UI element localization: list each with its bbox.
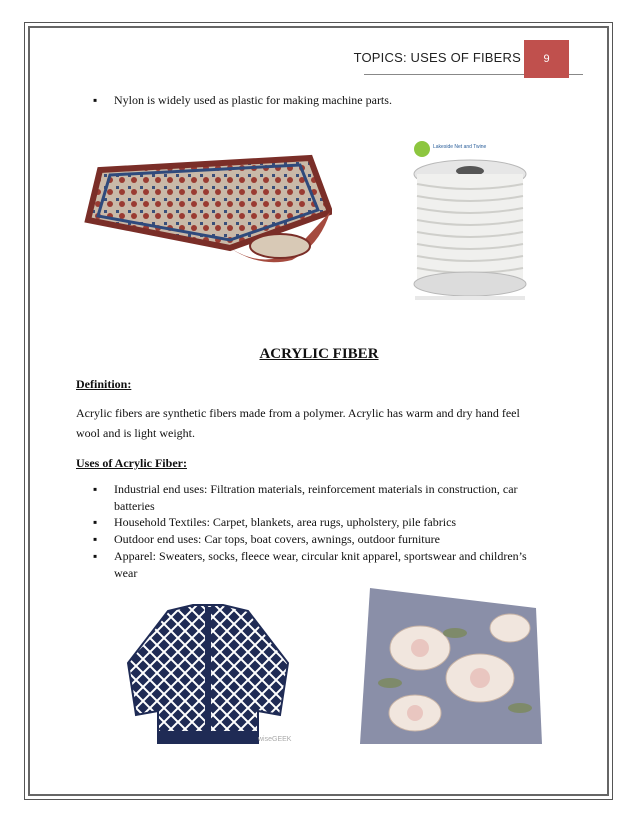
page-number-badge: 9 <box>524 40 569 78</box>
use-item-text: wear <box>114 566 138 580</box>
header-title: TOPICS: USES OF FIBERS <box>353 50 521 65</box>
rug-image <box>80 150 332 270</box>
use-item-text: Industrial end uses: Filtration materials, reinforcement materials in construction, car <box>114 482 518 496</box>
floral-rug-image <box>360 588 542 744</box>
definition-text-line1: Acrylic fibers are synthetic fibers made from a polymer. Acrylic has warm and dry hand feel <box>76 406 520 420</box>
sweater-image <box>108 603 308 748</box>
use-item-outdoor <box>114 531 539 548</box>
uses-label: Uses of Acrylic Fiber: <box>76 456 187 470</box>
sweater-watermark: wiseGEEK <box>258 736 292 743</box>
definition-text-line2: wool and is light weight. <box>76 426 195 440</box>
use-item-text: batteries <box>114 499 155 513</box>
section-title: ACRYLIC FIBER <box>259 346 379 362</box>
use-item-industrial <box>114 481 539 515</box>
use-item-text: Apparel: Sweaters, socks, fleece wear, circular knit apparel, sportswear and children’s <box>114 549 527 563</box>
rope-spool-image <box>405 138 535 302</box>
use-item-text: Outdoor end uses: Car tops, boat covers, awnings, outdoor furniture <box>114 532 440 546</box>
rope-logo-text: Lakeside Net and Twine <box>433 144 487 150</box>
use-item-text: Household Textiles: Carpet, blankets, area rugs, upholstery, pile fabrics <box>114 515 457 529</box>
use-item-household <box>114 514 539 531</box>
use-item-apparel <box>114 548 544 582</box>
definition-label: Definition: <box>76 377 132 391</box>
nylon-bullet: ▪ Nylon is widely used as plastic for making machine parts. <box>114 92 392 109</box>
